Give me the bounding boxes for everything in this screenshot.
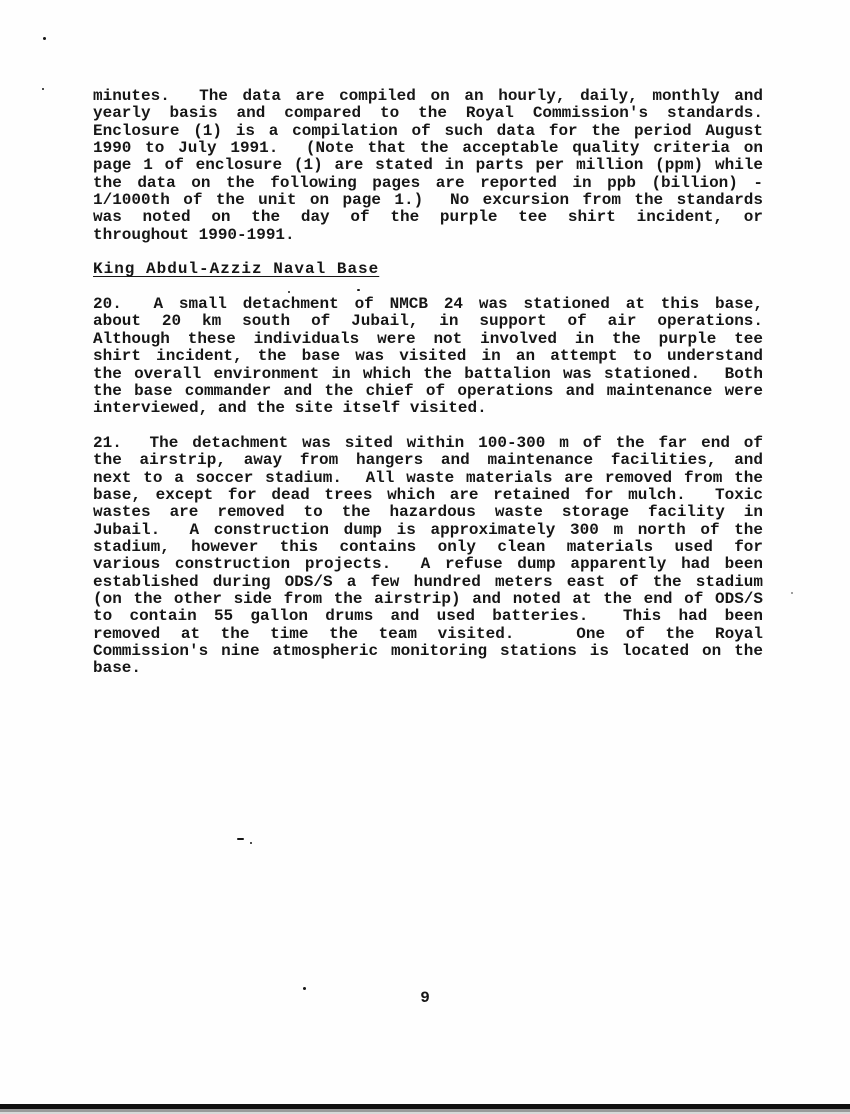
- text-line: about 20 km south of Jubail, in support of air operations.: [93, 312, 763, 331]
- scan-speck: [237, 838, 244, 840]
- text-line: base, except for dead trees which are retained for mulch. Toxic: [93, 485, 763, 504]
- text-line: the base commander and the chief of operations and maintenance were: [93, 381, 763, 400]
- scan-speck: [303, 987, 306, 990]
- text-line: wastes are removed to the hazardous waste storage facility in: [93, 503, 763, 522]
- scan-speck: [250, 842, 252, 844]
- text-line: stadium, however this contains only clean materials used for: [93, 537, 763, 556]
- text-line: base.: [93, 659, 142, 678]
- text-line: shirt incident, the base was visited in an attempt to understand: [93, 347, 763, 366]
- text-line: Jubail. A construction dump is approximately 300 m north of the: [93, 520, 763, 539]
- text-line: 1/1000th of the unit on page 1.) No excursion from the standards: [93, 191, 763, 210]
- text-line: various construction projects. A refuse dump apparently had been: [93, 555, 763, 574]
- text-line: the overall environment in which the battalion was stationed. Both: [93, 364, 763, 383]
- text-line: 1990 to July 1991. (Note that the acceptable quality criteria on: [93, 139, 763, 158]
- text-line: to contain 55 gallon drums and used batteries. This had been: [93, 607, 763, 626]
- scan-speck: [791, 592, 793, 594]
- text-line: Commission's nine atmospheric monitoring stations is located on the: [93, 642, 763, 660]
- paragraph-20: [93, 296, 763, 417]
- text-line: next to a soccer stadium. All waste materials are removed from the: [93, 468, 763, 487]
- text-line: page 1 of enclosure (1) are stated in parts per million (ppm) while: [93, 156, 763, 175]
- paragraph-21: [93, 435, 763, 678]
- scan-speck: [42, 88, 44, 90]
- text-line: 21. The detachment was sited within 100-300 m of the far end of: [93, 433, 763, 452]
- paragraph-intro: [93, 88, 763, 244]
- text-line: Enclosure (1) is a compilation of such data for the period August: [93, 121, 763, 140]
- text-line: throughout 1990-1991.: [93, 225, 295, 244]
- text-line: the data on the following pages are reported in ppb (billion) -: [93, 173, 763, 192]
- text-line: the airstrip, away from hangers and maintenance facilities, and: [93, 451, 763, 470]
- text-line: (on the other side from the airstrip) and noted at the end of ODS/S: [93, 589, 763, 608]
- scan-speck: [357, 289, 360, 291]
- text-line: 20. A small detachment of NMCB 24 was stationed at this base,: [93, 295, 763, 314]
- text-line: was noted on the day of the purple tee shirt incident, or: [93, 208, 763, 227]
- scan-speck: [288, 291, 290, 293]
- page-number: 9: [420, 989, 430, 1007]
- text-line: interviewed, and the site itself visited.: [93, 399, 487, 418]
- body-text: [93, 88, 763, 695]
- text-line: yearly basis and compared to the Royal Commission's standards.: [93, 104, 763, 123]
- text-line: minutes. The data are compiled on an hourly, daily, monthly and: [93, 87, 763, 105]
- text-line: Although these individuals were not involved in the purple tee: [93, 329, 763, 348]
- scan-speck: [43, 37, 46, 40]
- text-line: established during ODS/S a few hundred meters east of the stadium: [93, 572, 763, 591]
- scan-edge-artifact: [0, 1104, 850, 1114]
- text-line: removed at the time the team visited. One of the Royal: [93, 624, 763, 643]
- section-heading: King Abdul-Azziz Naval Base: [93, 260, 380, 279]
